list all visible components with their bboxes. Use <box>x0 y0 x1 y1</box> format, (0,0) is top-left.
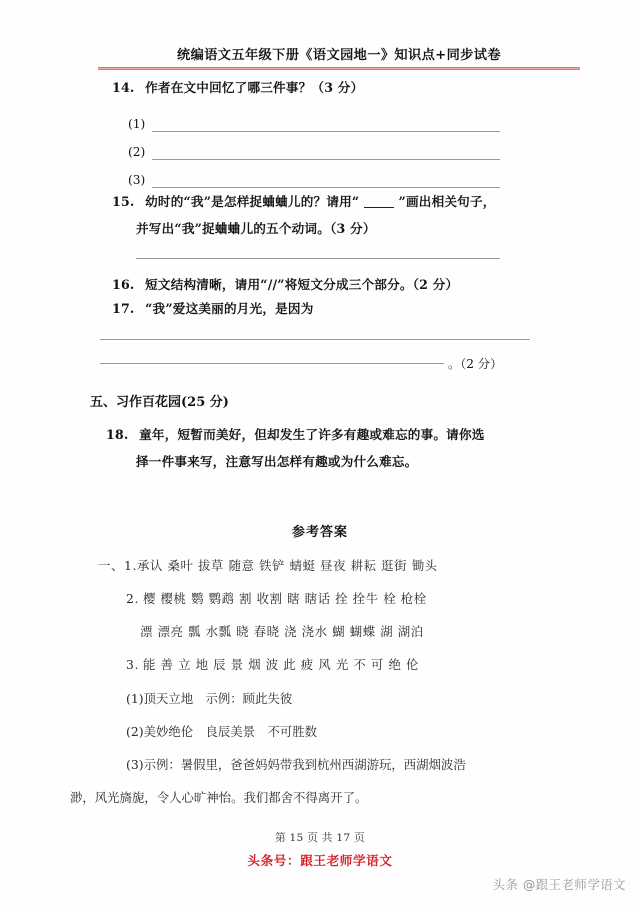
answer-example-line-1: 示例：暑假里，爸爸妈妈带我到杭州西湖游玩，西湖烟波浩 <box>143 757 466 772</box>
answer-group-1 <box>98 556 438 574</box>
answer-item-4-num: 3. <box>126 657 140 672</box>
answer-key-title: 参考答案 <box>291 525 348 540</box>
question-14-sub-2-label: (2) <box>128 145 146 159</box>
answer-sub-item-2 <box>126 722 317 740</box>
question-15-inline-blank[interactable] <box>364 207 394 208</box>
question-17-tail: 。（2 分） <box>448 357 503 371</box>
question-14-sub-1-label: (1) <box>128 117 146 131</box>
answer-sub-item-1-label: (1) <box>126 691 144 706</box>
header-accent-rule <box>98 67 580 70</box>
question-14-text: 作者在文中回忆了哪三件事？（3 分） <box>145 80 364 95</box>
question-18-line-2: 择一件事来写，注意写出怎样有趣或为什么难忘。 <box>136 454 418 469</box>
question-15-text-part-1: 幼时的“我”是怎样捉蛐蛐儿的？请用“ <box>145 194 360 209</box>
question-15-answer-blank[interactable] <box>136 258 500 259</box>
question-17-number: 17. <box>112 301 135 316</box>
answer-item-3 <box>140 622 424 640</box>
question-17-blank-2[interactable] <box>100 363 444 364</box>
question-17-blank-1[interactable] <box>100 339 530 340</box>
question-15-line-2: 并写出“我”捉蛐蛐儿的五个动词。（3 分） <box>136 221 376 236</box>
footer-page-number: 第 15 页 共 17 页 <box>274 832 366 844</box>
answer-item-2 <box>126 589 427 607</box>
answer-item-3-text: 漂 漂亮 瓢 水瓢 晓 春晓 浇 浇水 蝴 蝴蝶 湖 湖泊 <box>140 624 424 639</box>
answer-item-2-num: 2. <box>126 591 140 606</box>
question-18-line-1: 童年，短暂而美好，但却发生了许多有趣或难忘的事。请你选 <box>139 427 485 442</box>
question-14-blank-2[interactable] <box>152 159 500 160</box>
question-15-text-part-2: ”画出相关句子， <box>398 194 496 209</box>
question-14-sub-3-label: (3) <box>128 173 146 187</box>
question-16-number: 16. <box>112 277 135 292</box>
answer-item-4 <box>126 655 419 673</box>
composition-section-heading: 五、习作百花园(25 分) <box>90 395 229 410</box>
answer-item-1-text: 承认 桑叶 拔草 随意 铁铲 蜻蜓 昼夜 耕耘 逛街 锄头 <box>137 558 438 573</box>
answer-example <box>126 755 466 773</box>
question-16 <box>112 279 458 292</box>
answer-group-label: 一、 <box>98 558 124 573</box>
answer-example-label: (3) <box>126 757 144 772</box>
toutiao-watermark: 头条 @跟王老师学语文 <box>492 877 626 892</box>
document-header <box>98 44 580 63</box>
question-16-text: 短文结构清晰，请用“//”将短文分成三个部分。（2 分） <box>145 277 459 292</box>
answer-sub-item-2-text: 美妙绝伦 良辰美景 不可胜数 <box>143 724 318 739</box>
question-18-number: 18. <box>106 427 129 442</box>
question-14-blank-3[interactable] <box>152 187 500 188</box>
question-18 <box>106 429 485 442</box>
answer-item-1-num: 1. <box>123 558 138 573</box>
question-15-number: 15. <box>112 194 135 209</box>
answer-item-2-text: 樱 樱桃 鹦 鹦鹉 割 收割 瞎 瞎话 拴 拴牛 栓 枪栓 <box>143 591 427 606</box>
answer-item-4-text: 能 善 立 地 辰 景 烟 波 此 疲 风 光 不 可 绝 伦 <box>143 657 419 672</box>
answer-sub-item-1-text: 顶天立地 示例：顾此失彼 <box>143 691 293 706</box>
question-15 <box>112 196 496 209</box>
footer-red-tag: 头条号：跟王老师学语文 <box>247 853 393 868</box>
answer-sub-item-2-label: (2) <box>126 724 144 739</box>
question-14 <box>112 82 363 95</box>
answer-example-line-2: 渺，风光旖旎，令人心旷神怡。我们都舍不得离开了。 <box>70 790 368 805</box>
question-14-number: 14. <box>112 80 135 95</box>
answer-sub-item-1 <box>126 689 292 707</box>
question-14-blank-1[interactable] <box>152 131 500 132</box>
header-title: 统编语文五年级下册《语文园地一》知识点+同步试卷 <box>177 48 501 63</box>
question-17-text: “我”爱这美丽的月光，是因为 <box>145 301 314 316</box>
question-17 <box>112 303 314 316</box>
